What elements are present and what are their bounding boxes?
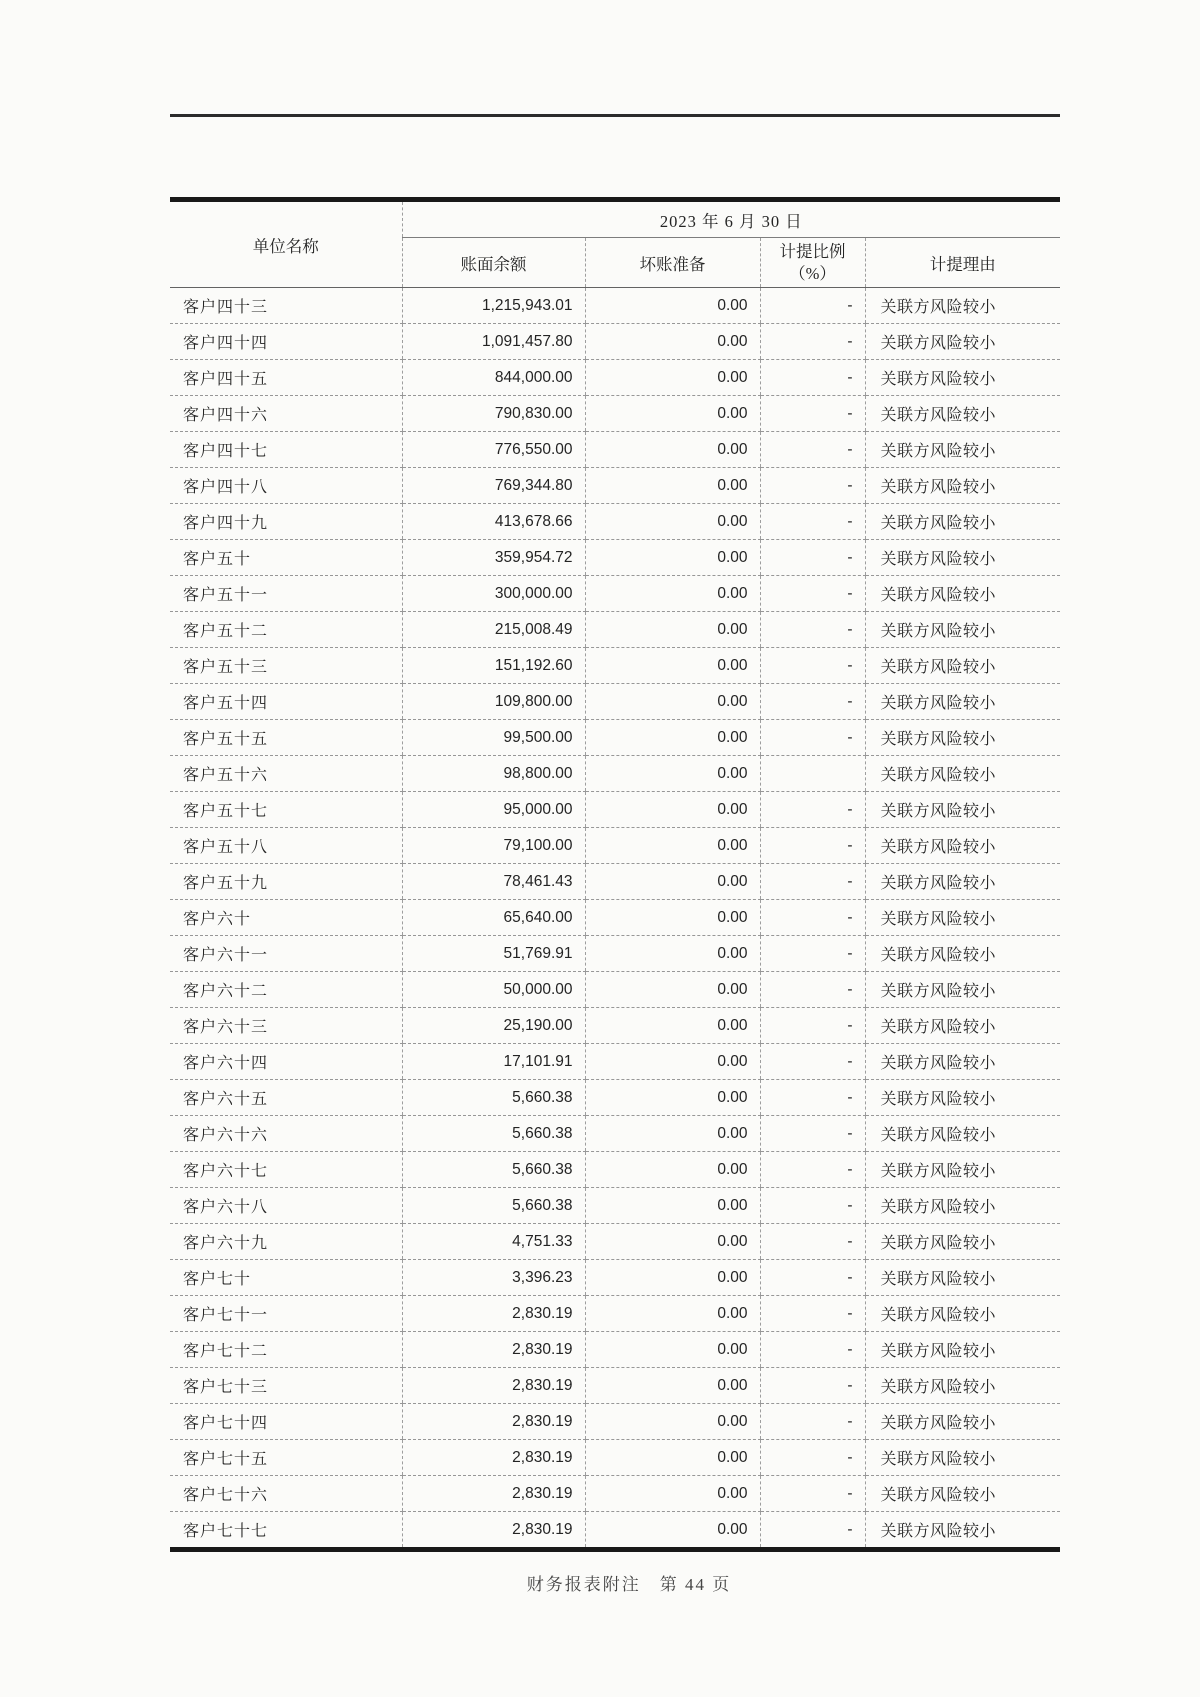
cell-bad-debt-provision: 0.00 [585,612,760,648]
table-row [170,504,1060,540]
cell-book-balance: 769,344.80 [402,468,585,504]
cell-bad-debt-provision: 0.00 [585,1368,760,1404]
table-row [170,1188,1060,1224]
cell-provision-reason: 关联方风险较小 [865,1296,1060,1332]
cell-unit-name: 客户六十八 [170,1188,402,1224]
cell-book-balance: 4,751.33 [402,1224,585,1260]
cell-provision-ratio: - [760,1368,865,1404]
cell-unit-name: 客户六十 [170,900,402,936]
cell-book-balance: 300,000.00 [402,576,585,612]
table-row [170,792,1060,828]
cell-book-balance: 2,830.19 [402,1440,585,1476]
cell-book-balance: 95,000.00 [402,792,585,828]
cell-provision-reason: 关联方风险较小 [865,360,1060,396]
cell-provision-ratio: - [760,1188,865,1224]
cell-provision-reason: 关联方风险较小 [865,432,1060,468]
cell-provision-reason: 关联方风险较小 [865,468,1060,504]
cell-unit-name: 客户五十五 [170,720,402,756]
cell-bad-debt-provision: 0.00 [585,360,760,396]
cell-book-balance: 2,830.19 [402,1404,585,1440]
table-row [170,360,1060,396]
cell-unit-name: 客户四十八 [170,468,402,504]
cell-book-balance: 2,830.19 [402,1368,585,1404]
cell-provision-reason: 关联方风险较小 [865,1260,1060,1296]
cell-bad-debt-provision: 0.00 [585,504,760,540]
table-header [170,200,1060,288]
table-row [170,1152,1060,1188]
cell-unit-name: 客户七十 [170,1260,402,1296]
cell-book-balance: 17,101.91 [402,1044,585,1080]
cell-book-balance: 3,396.23 [402,1260,585,1296]
cell-unit-name: 客户六十九 [170,1224,402,1260]
cell-bad-debt-provision: 0.00 [585,828,760,864]
cell-unit-name: 客户四十六 [170,396,402,432]
col-header-provision-reason: 计提理由 [865,238,1060,288]
cell-bad-debt-provision: 0.00 [585,1188,760,1224]
table-row [170,1044,1060,1080]
cell-provision-ratio: - [760,540,865,576]
cell-bad-debt-provision: 0.00 [585,288,760,324]
cell-book-balance: 844,000.00 [402,360,585,396]
table-row [170,576,1060,612]
cell-provision-ratio: - [760,396,865,432]
cell-unit-name: 客户六十七 [170,1152,402,1188]
cell-book-balance: 65,640.00 [402,900,585,936]
cell-bad-debt-provision: 0.00 [585,756,760,792]
table-row [170,1332,1060,1368]
cell-unit-name: 客户四十四 [170,324,402,360]
table-row [170,1476,1060,1512]
cell-provision-ratio: - [760,792,865,828]
cell-bad-debt-provision: 0.00 [585,900,760,936]
cell-unit-name: 客户四十三 [170,288,402,324]
cell-provision-reason: 关联方风险较小 [865,1440,1060,1476]
table-row [170,684,1060,720]
cell-unit-name: 客户六十二 [170,972,402,1008]
table-row [170,1512,1060,1550]
cell-provision-reason: 关联方风险较小 [865,576,1060,612]
table-row [170,540,1060,576]
cell-provision-ratio: - [760,468,865,504]
cell-provision-ratio: - [760,648,865,684]
cell-book-balance: 109,800.00 [402,684,585,720]
cell-unit-name: 客户七十二 [170,1332,402,1368]
table-row [170,1368,1060,1404]
col-header-provision-ratio [760,238,865,288]
cell-unit-name: 客户七十四 [170,1404,402,1440]
table-row [170,1224,1060,1260]
cell-book-balance: 5,660.38 [402,1188,585,1224]
cell-provision-reason: 关联方风险较小 [865,1224,1060,1260]
cell-provision-ratio: - [760,900,865,936]
cell-bad-debt-provision: 0.00 [585,972,760,1008]
cell-bad-debt-provision: 0.00 [585,684,760,720]
cell-provision-ratio: - [760,1440,865,1476]
cell-provision-reason: 关联方风险较小 [865,1080,1060,1116]
table-row [170,432,1060,468]
cell-provision-ratio: - [760,324,865,360]
cell-bad-debt-provision: 0.00 [585,576,760,612]
cell-unit-name: 客户六十四 [170,1044,402,1080]
cell-provision-reason: 关联方风险较小 [865,792,1060,828]
cell-book-balance: 5,660.38 [402,1152,585,1188]
header-row-date [170,200,1060,238]
cell-book-balance: 99,500.00 [402,720,585,756]
cell-bad-debt-provision: 0.00 [585,792,760,828]
cell-book-balance: 78,461.43 [402,864,585,900]
cell-unit-name: 客户五十一 [170,576,402,612]
cell-unit-name: 客户七十一 [170,1296,402,1332]
cell-provision-reason: 关联方风险较小 [865,648,1060,684]
cell-unit-name: 客户四十五 [170,360,402,396]
cell-bad-debt-provision: 0.00 [585,468,760,504]
cell-bad-debt-provision: 0.00 [585,1476,760,1512]
cell-provision-reason: 关联方风险较小 [865,1044,1060,1080]
cell-book-balance: 98,800.00 [402,756,585,792]
cell-provision-reason: 关联方风险较小 [865,1188,1060,1224]
bad-debt-provision-table [170,197,1060,1552]
cell-bad-debt-provision: 0.00 [585,648,760,684]
cell-bad-debt-provision: 0.00 [585,1008,760,1044]
cell-book-balance: 776,550.00 [402,432,585,468]
cell-provision-ratio: - [760,684,865,720]
cell-unit-name: 客户七十六 [170,1476,402,1512]
table-row [170,828,1060,864]
cell-provision-reason: 关联方风险较小 [865,1512,1060,1550]
table-row [170,756,1060,792]
cell-provision-reason: 关联方风险较小 [865,936,1060,972]
cell-bad-debt-provision: 0.00 [585,1116,760,1152]
cell-bad-debt-provision: 0.00 [585,1152,760,1188]
cell-bad-debt-provision: 0.00 [585,1332,760,1368]
cell-book-balance: 790,830.00 [402,396,585,432]
table-row [170,1116,1060,1152]
cell-bad-debt-provision: 0.00 [585,1404,760,1440]
cell-provision-ratio: - [760,288,865,324]
cell-provision-ratio: - [760,1332,865,1368]
cell-provision-ratio: - [760,1008,865,1044]
col-header-book-balance: 账面余额 [402,238,585,288]
table-row [170,1440,1060,1476]
cell-bad-debt-provision: 0.00 [585,1044,760,1080]
cell-unit-name: 客户六十五 [170,1080,402,1116]
cell-provision-reason: 关联方风险较小 [865,972,1060,1008]
cell-book-balance: 2,830.19 [402,1512,585,1550]
table-row [170,972,1060,1008]
cell-provision-ratio: - [760,1260,865,1296]
cell-provision-reason: 关联方风险较小 [865,864,1060,900]
cell-provision-reason: 关联方风险较小 [865,324,1060,360]
table-row [170,324,1060,360]
cell-provision-reason: 关联方风险较小 [865,612,1060,648]
cell-book-balance: 151,192.60 [402,648,585,684]
cell-provision-ratio: - [760,1476,865,1512]
cell-provision-ratio: - [760,1044,865,1080]
cell-provision-reason: 关联方风险较小 [865,1404,1060,1440]
col-header-bad-debt-provision: 坏账准备 [585,238,760,288]
cell-provision-reason: 关联方风险较小 [865,504,1060,540]
cell-provision-ratio: - [760,1224,865,1260]
cell-book-balance: 2,830.19 [402,1296,585,1332]
cell-provision-ratio [760,756,865,792]
cell-unit-name: 客户五十八 [170,828,402,864]
cell-provision-reason: 关联方风险较小 [865,1116,1060,1152]
cell-provision-ratio: - [760,1296,865,1332]
cell-provision-ratio: - [760,612,865,648]
cell-unit-name: 客户五十四 [170,684,402,720]
cell-bad-debt-provision: 0.00 [585,864,760,900]
cell-book-balance: 5,660.38 [402,1116,585,1152]
cell-book-balance: 50,000.00 [402,972,585,1008]
cell-provision-ratio: - [760,360,865,396]
cell-book-balance: 25,190.00 [402,1008,585,1044]
cell-provision-reason: 关联方风险较小 [865,828,1060,864]
cell-book-balance: 1,215,943.01 [402,288,585,324]
cell-book-balance: 79,100.00 [402,828,585,864]
page-header-rule [170,114,1060,117]
cell-unit-name: 客户四十七 [170,432,402,468]
cell-provision-reason: 关联方风险较小 [865,540,1060,576]
cell-provision-ratio: - [760,864,865,900]
table-body [170,288,1060,1550]
cell-unit-name: 客户六十三 [170,1008,402,1044]
table-row [170,396,1060,432]
cell-provision-reason: 关联方风险较小 [865,756,1060,792]
provision-ratio-label-line1: 计提比例 [779,242,846,262]
cell-book-balance: 5,660.38 [402,1080,585,1116]
table-row [170,720,1060,756]
table-row [170,1404,1060,1440]
page-footer: 财务报表附注 第 44 页 [526,1575,732,1594]
cell-unit-name: 客户五十 [170,540,402,576]
cell-provision-reason: 关联方风险较小 [865,684,1060,720]
cell-provision-ratio: - [760,1116,865,1152]
cell-provision-ratio: - [760,1080,865,1116]
cell-bad-debt-provision: 0.00 [585,324,760,360]
table-row [170,612,1060,648]
cell-provision-ratio: - [760,1404,865,1440]
cell-bad-debt-provision: 0.00 [585,1224,760,1260]
cell-book-balance: 51,769.91 [402,936,585,972]
cell-book-balance: 413,678.66 [402,504,585,540]
table-row [170,1080,1060,1116]
cell-provision-ratio: - [760,936,865,972]
table-row [170,288,1060,324]
cell-provision-reason: 关联方风险较小 [865,1152,1060,1188]
cell-bad-debt-provision: 0.00 [585,1260,760,1296]
cell-provision-reason: 关联方风险较小 [865,1332,1060,1368]
cell-bad-debt-provision: 0.00 [585,720,760,756]
cell-unit-name: 客户四十九 [170,504,402,540]
table-row [170,1260,1060,1296]
table-row [170,1296,1060,1332]
cell-bad-debt-provision: 0.00 [585,1080,760,1116]
cell-provision-reason: 关联方风险较小 [865,1368,1060,1404]
cell-book-balance: 359,954.72 [402,540,585,576]
cell-unit-name: 客户五十六 [170,756,402,792]
cell-provision-reason: 关联方风险较小 [865,396,1060,432]
cell-unit-name: 客户六十六 [170,1116,402,1152]
cell-unit-name: 客户五十三 [170,648,402,684]
cell-provision-reason: 关联方风险较小 [865,288,1060,324]
cell-bad-debt-provision: 0.00 [585,1512,760,1550]
cell-provision-ratio: - [760,972,865,1008]
table-row [170,864,1060,900]
cell-book-balance: 215,008.49 [402,612,585,648]
col-header-date-2023-06-30: 2023 年 6 月 30 日 [402,200,1060,238]
cell-provision-ratio: - [760,1512,865,1550]
table-row [170,936,1060,972]
cell-unit-name: 客户七十五 [170,1440,402,1476]
cell-provision-reason: 关联方风险较小 [865,720,1060,756]
cell-bad-debt-provision: 0.00 [585,396,760,432]
provision-ratio-label-line2: （%） [789,263,836,283]
cell-provision-ratio: - [760,720,865,756]
cell-unit-name: 客户五十二 [170,612,402,648]
cell-provision-ratio: - [760,576,865,612]
cell-bad-debt-provision: 0.00 [585,1440,760,1476]
cell-bad-debt-provision: 0.00 [585,540,760,576]
cell-unit-name: 客户五十九 [170,864,402,900]
cell-unit-name: 客户七十三 [170,1368,402,1404]
cell-bad-debt-provision: 0.00 [585,432,760,468]
table-row [170,900,1060,936]
cell-provision-reason: 关联方风险较小 [865,1008,1060,1044]
cell-unit-name: 客户七十七 [170,1512,402,1550]
cell-provision-ratio: - [760,828,865,864]
col-header-unit-name: 单位名称 [170,200,402,288]
cell-book-balance: 1,091,457.80 [402,324,585,360]
table-row [170,648,1060,684]
cell-bad-debt-provision: 0.00 [585,1296,760,1332]
table-row [170,468,1060,504]
cell-unit-name: 客户五十七 [170,792,402,828]
cell-bad-debt-provision: 0.00 [585,936,760,972]
cell-provision-ratio: - [760,1152,865,1188]
cell-provision-ratio: - [760,432,865,468]
table-row [170,1008,1060,1044]
cell-book-balance: 2,830.19 [402,1476,585,1512]
cell-book-balance: 2,830.19 [402,1332,585,1368]
cell-unit-name: 客户六十一 [170,936,402,972]
cell-provision-ratio: - [760,504,865,540]
cell-provision-reason: 关联方风险较小 [865,900,1060,936]
cell-provision-reason: 关联方风险较小 [865,1476,1060,1512]
